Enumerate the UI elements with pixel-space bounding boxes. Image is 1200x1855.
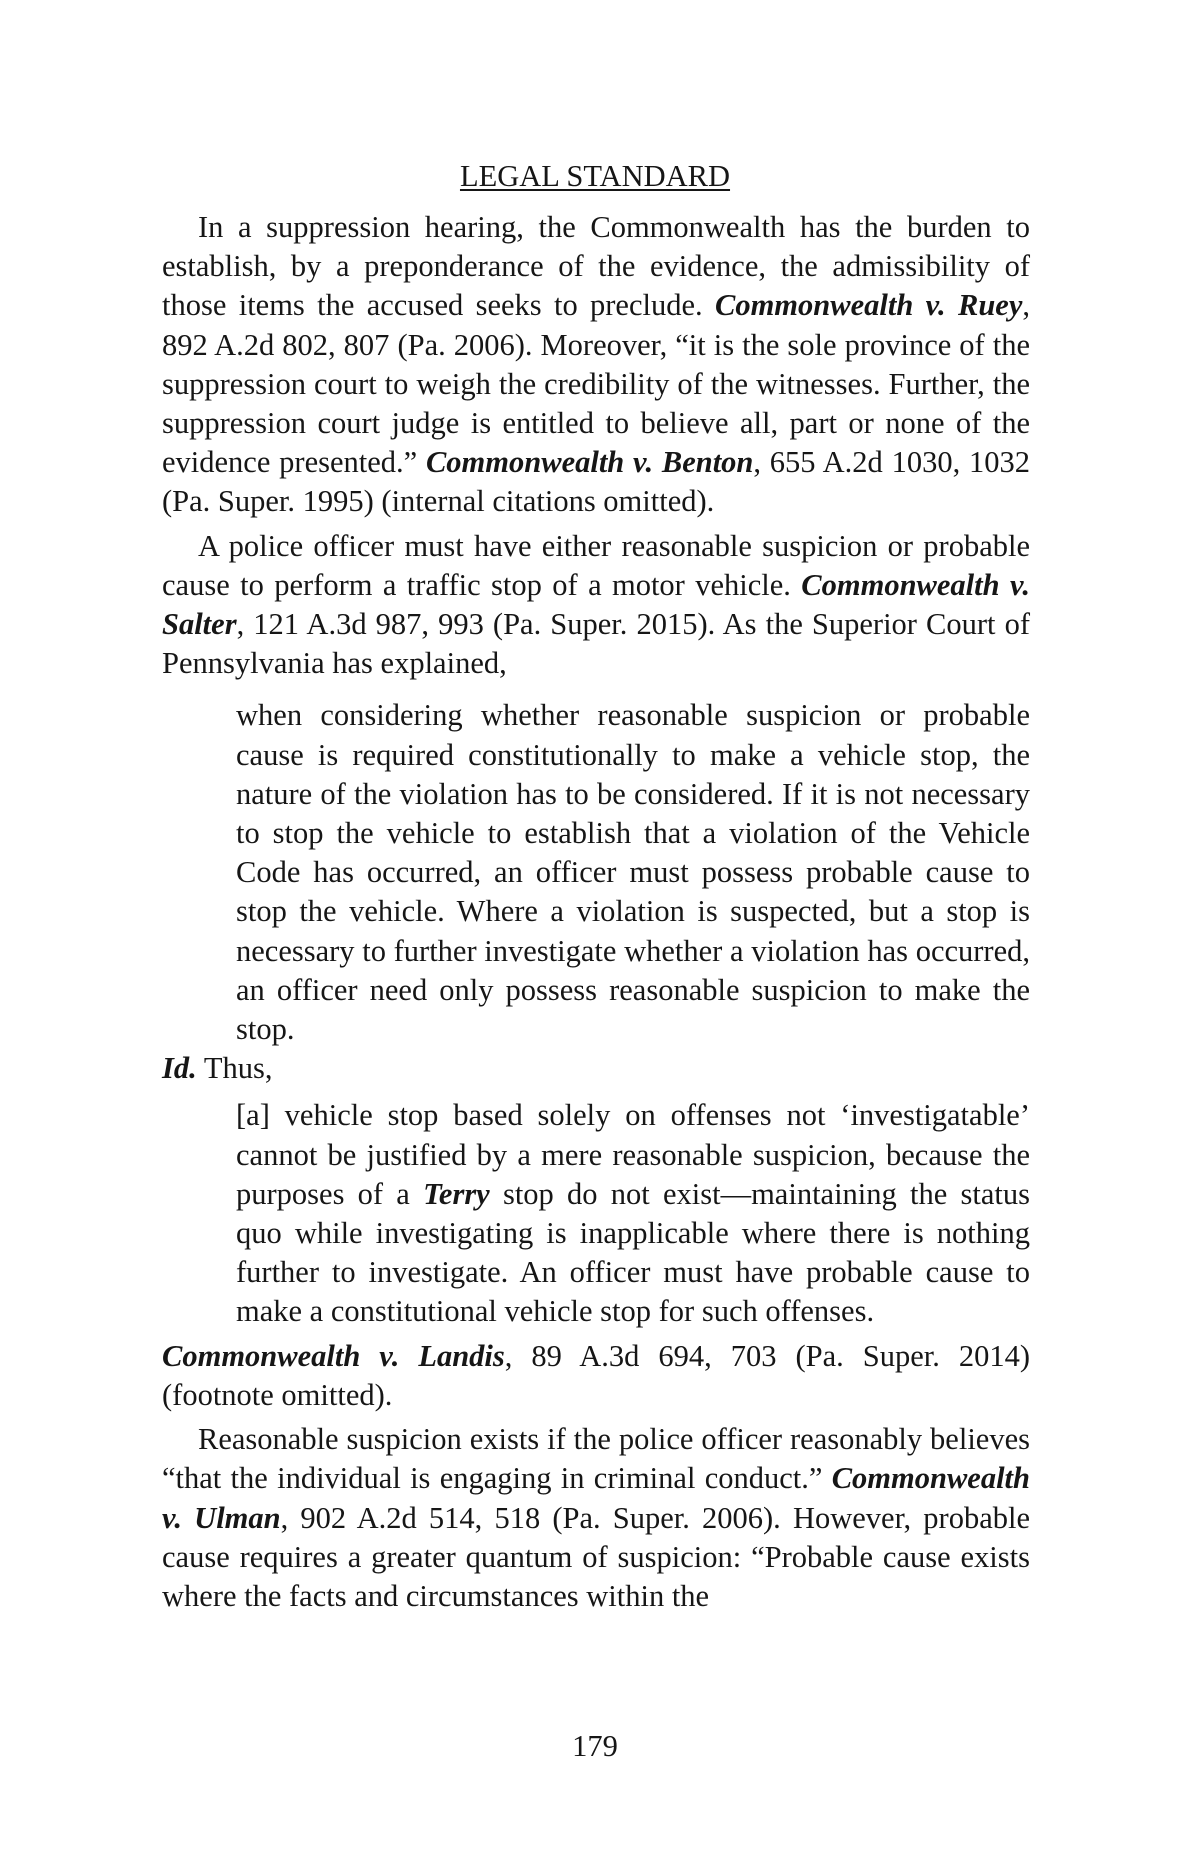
text-run: , 121 A.3d 987, 993 (Pa. Super. 2015). As the Superior Court of Pennsylvania has explained, [162,607,1030,681]
case-citation: Commonwealth v. Salter [162,567,1031,642]
case-citation: Commonwealth v. Landis [162,1338,505,1373]
text-run: , 89 A.3d 694, 703 (Pa. Super. 2014) (footnote omitted). [162,1338,1030,1412]
quote-attribution-landis [162,1337,1030,1415]
text-run: , 655 A.2d 1030, 1032 (Pa. Super. 1995) (internal citations omitted). [162,445,1030,519]
text-run: [a] vehicle stop based solely on offenses not ‘investigatable’ cannot be justified by a mere reasonable suspicion, because the purposes of a [236,1098,1030,1211]
quote-attribution-id [162,1049,1030,1088]
text-run: Reasonable suspicion exists if the police officer reasonably believes “that the individual is engaging in criminal conduct.” [162,1422,1030,1496]
section-heading: LEGAL STANDARD [459,159,731,193]
block-quote-landis [162,1096,1030,1331]
case-citation: Terry [423,1176,490,1211]
text-run: stop do not exist—maintaining the status quo while investigating is inapplicable where there is nothing further to investigate. An officer must have probable cause to make a constitutional vehicle stop for such offenses. [236,1176,1030,1329]
block-quote-salter: when considering whether reasonable suspicion or probable cause is required constitutionally to make a vehicle stop, the nature of the violation has to be considered. If it is not necessary to stop the vehicle to establish that a violation of the Vehicle Code has occurred, an officer must possess probable cause to stop the vehicle. Where a violation is suspected, but a stop is necessary to further investigate whether a violation has occurred, an officer need only possess reasonable suspicion to make the stop. [236,698,1030,1047]
paragraph-reasonable-suspicion [162,1420,1030,1616]
text-run: In a suppression hearing, the Commonwealth has the burden to establish, by a preponderance of the evidence, the admissibility of those items the accused seeks to preclude. [162,210,1030,323]
paragraph-burden-of-proof [162,208,1030,522]
body-text [162,208,1030,1616]
text-run: , 892 A.2d 802, 807 (Pa. 2006). Moreover, “it is the sole province of the suppression court to weigh the credibility of the witnesses. Further, the suppression court judge is entitled to believe all, part or none of the evidence presented.” [162,288,1030,480]
case-citation: Commonwealth v. Benton [425,445,754,480]
case-citation: Commonwealth v. Ulman [162,1461,1030,1535]
case-citation: Commonwealth v. Ruey [714,288,1023,323]
text-run: Thus, [196,1051,273,1086]
case-citation: Id. [162,1051,197,1086]
text-run: A police officer must have either reasonable suspicion or probable cause to perform a traffic stop of a motor vehicle. [162,528,1030,602]
page-number: 179 [572,1729,618,1763]
paragraph-traffic-stop [162,527,1030,684]
text-run: , 902 A.2d 514, 518 (Pa. Super. 2006). However, probable cause requires a greater quantum of suspicion: “Probable cause exists where the facts and circumstances within the [162,1500,1030,1613]
